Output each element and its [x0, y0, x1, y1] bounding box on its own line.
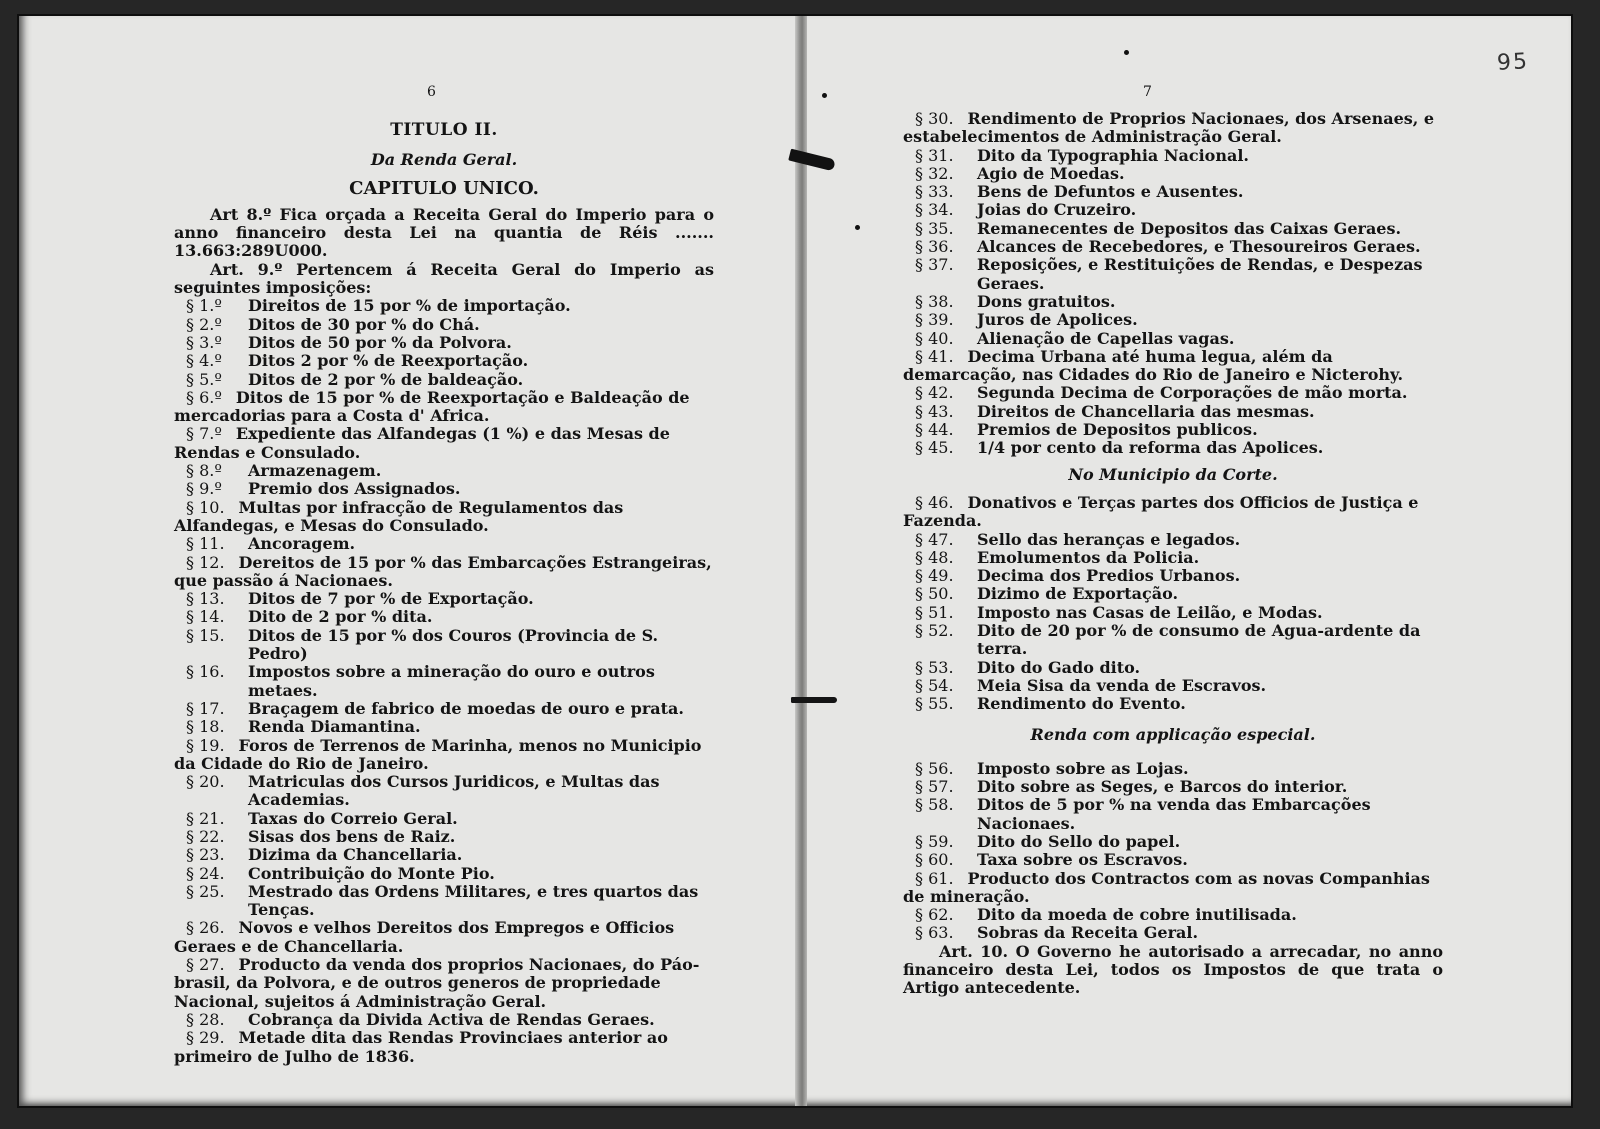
section-number: § 11. — [186, 534, 225, 554]
list-item — [174, 956, 714, 1011]
list-item — [174, 608, 714, 626]
section-text: Imposto nas Casas de Leilão, e Modas. — [977, 602, 1323, 622]
section-text: Segunda Decima de Corporações de mão morta. — [977, 383, 1408, 403]
list-item — [174, 737, 714, 774]
section-number: § 8.º — [186, 461, 222, 481]
section-text: Imposto sobre as Lojas. — [977, 758, 1189, 778]
section-number: § 26. — [186, 918, 225, 938]
section-number: § 18. — [186, 717, 225, 737]
section-number: § 52. — [915, 621, 954, 641]
list-item — [903, 833, 1443, 851]
section-number: § 62. — [915, 905, 954, 925]
section-number: § 23. — [186, 845, 225, 865]
scanned-book-spread — [17, 14, 1573, 1108]
list-item — [903, 201, 1443, 219]
section-text: Dito da moeda de cobre inutilisada. — [977, 905, 1297, 925]
section-number: § 16. — [186, 662, 225, 682]
section-text: Dons gratuitos. — [977, 291, 1116, 311]
list-item — [903, 677, 1443, 695]
section-number: § 45. — [915, 438, 954, 458]
list-item — [903, 870, 1443, 907]
section-number: § 12. — [186, 552, 225, 572]
section-text: Dito da Typographia Nacional. — [977, 145, 1249, 165]
list-item — [903, 778, 1443, 796]
section-text: Dito do Sello do papel. — [977, 831, 1181, 851]
section-number: § 20. — [186, 772, 225, 792]
section-heading-municipio: No Municipio da Corte. — [1068, 464, 1278, 484]
section-number: § 47. — [915, 529, 954, 549]
section-number: § 55. — [915, 694, 954, 714]
list-item — [903, 238, 1443, 256]
section-text: Cobrança da Divida Activa de Rendas Geraes. — [248, 1009, 655, 1029]
list-item — [174, 627, 714, 664]
section-text: Armazenagem. — [248, 461, 382, 481]
list-item — [903, 796, 1443, 833]
list-item — [174, 334, 714, 352]
list-item — [174, 865, 714, 883]
section-number: § 3.º — [186, 332, 222, 352]
section-text: Matriculas dos Cursos Juridicos, e Multas das Academias. — [248, 772, 660, 810]
section-number: § 4.º — [186, 351, 222, 371]
section-number: § 58. — [915, 795, 954, 815]
article-9: Art. 9.º Pertencem á Receita Geral do Imperio as seguintes imposições: — [174, 259, 714, 298]
folio-annotation: 95 — [1496, 49, 1530, 76]
section-number: § 24. — [186, 863, 225, 883]
section-number: § 22. — [186, 826, 225, 846]
section-number: § 27. — [186, 955, 225, 975]
section-text: Multas por infracção de Regulamentos das Alfandegas, e Mesas do Consulado. — [174, 497, 624, 535]
list-item — [903, 110, 1443, 147]
list-item — [903, 220, 1443, 238]
right-page — [803, 16, 1571, 1106]
titulo-heading: TITULO II. — [390, 120, 498, 140]
list-item — [174, 352, 714, 370]
list-item — [903, 567, 1443, 585]
section-number: § 44. — [915, 420, 954, 440]
section-text: Dereitos de 15 por % das Embarcações Estrangeiras, que passão á Nacionaes. — [174, 552, 712, 590]
list-item — [174, 828, 714, 846]
section-number: § 53. — [915, 657, 954, 677]
list-item — [174, 480, 714, 498]
list-item — [903, 147, 1443, 165]
section-number: § 33. — [915, 182, 954, 202]
section-number: § 13. — [186, 589, 225, 609]
list-item — [903, 585, 1443, 603]
list-item — [174, 1029, 714, 1066]
section-number: § 40. — [915, 328, 954, 348]
section-text: Juros de Apolices. — [977, 310, 1138, 330]
article-10: Art. 10. O Governo he autorisado a arrecadar, no anno financeiro desta Lei, todos os Impostos de que trata o Artigo antecedente. — [903, 941, 1443, 998]
section-text: Alcances de Recebedores, e Thesoureiros Geraes. — [977, 237, 1421, 257]
section-number: § 25. — [186, 881, 225, 901]
section-text: Emolumentos da Policia. — [977, 547, 1200, 567]
section-number: § 60. — [915, 850, 954, 870]
list-item — [174, 425, 714, 462]
section-number: § 15. — [186, 625, 225, 645]
section-number: § 54. — [915, 675, 954, 695]
section-number: § 7.º — [186, 424, 222, 444]
section-text: Joias do Cruzeiro. — [977, 200, 1137, 220]
list-item — [903, 403, 1443, 421]
list-item — [174, 371, 714, 389]
list-item — [174, 773, 714, 810]
section-number: § 51. — [915, 602, 954, 622]
section-number: § 57. — [915, 777, 954, 797]
section-number: § 36. — [915, 237, 954, 257]
section-text: Ditos de 2 por % de baldeação. — [248, 369, 524, 389]
section-text: Agio de Moedas. — [977, 163, 1125, 183]
list-item — [903, 165, 1443, 183]
section-number: § 46. — [915, 492, 954, 512]
list-item — [174, 700, 714, 718]
section-text: Direitos de Chancellaria das mesmas. — [977, 401, 1315, 421]
section-text: Ancoragem. — [248, 534, 356, 554]
section-text: Taxas do Correio Geral. — [248, 808, 458, 828]
list-item — [174, 316, 714, 334]
section-number: § 35. — [915, 218, 954, 238]
section-heading-especial: Renda com applicação especial. — [1030, 724, 1316, 744]
section-number: § 2.º — [186, 314, 222, 334]
list-item — [903, 906, 1443, 924]
section-number: § 9.º — [186, 479, 222, 499]
section-text: Alienação de Capellas vagas. — [977, 328, 1235, 348]
section-text: Novos e velhos Dereitos dos Empregos e Officios Geraes e de Chancellaria. — [174, 918, 675, 956]
list-item — [174, 1011, 714, 1029]
list-item — [903, 494, 1443, 531]
section-number: § 49. — [915, 566, 954, 586]
list-item — [903, 604, 1443, 622]
section-text: Braçagem de fabrico de moedas de ouro e prata. — [248, 698, 684, 718]
list-item — [174, 462, 714, 480]
item-list — [903, 760, 1443, 943]
section-text: Sobras da Receita Geral. — [977, 923, 1199, 943]
section-number: § 39. — [915, 310, 954, 330]
section-text: Decima Urbana até huma legua, além da demarcação, nas Cidades do Rio de Janeiro e Nicterohy. — [903, 346, 1404, 385]
section-number: § 21. — [186, 808, 225, 828]
section-number: § 1.º — [186, 296, 222, 316]
section-text: Sello das heranças e legados. — [977, 529, 1241, 549]
list-item — [174, 389, 714, 426]
subtitle-heading: Da Renda Geral. — [370, 150, 518, 170]
list-item — [174, 810, 714, 828]
section-number: § 48. — [915, 547, 954, 567]
section-text: Ditos de 7 por % de Exportação. — [248, 589, 534, 609]
list-item — [174, 919, 714, 956]
section-text: Renda Diamantina. — [248, 717, 421, 737]
section-text: Donativos e Terças partes dos Officios de Justiça e Fazenda. — [903, 492, 1419, 531]
section-text: Metade dita das Rendas Provinciaes anterior ao primeiro de Julho de 1836. — [174, 1028, 668, 1066]
section-text: Dito de 20 por % de consumo de Agua-ardente da terra. — [977, 621, 1421, 659]
section-number: § 19. — [186, 735, 225, 755]
section-text: Dito sobre as Seges, e Barcos do interior. — [977, 777, 1348, 797]
section-text: 1/4 por cento da reforma das Apolices. — [977, 438, 1324, 458]
list-item — [174, 663, 714, 700]
section-number: § 29. — [186, 1028, 225, 1048]
list-item — [903, 549, 1443, 567]
item-list — [174, 297, 714, 1065]
section-number: § 17. — [186, 698, 225, 718]
section-text: Ditos 2 por % de Reexportação. — [248, 351, 529, 371]
section-text: Ditos de 50 por % da Polvora. — [248, 332, 512, 352]
page-number: 7 — [1143, 84, 1152, 100]
section-number: § 37. — [915, 255, 954, 275]
list-item — [174, 535, 714, 553]
list-item — [903, 421, 1443, 439]
section-text: Contribuição do Monte Pio. — [248, 863, 495, 883]
section-number: § 10. — [186, 497, 225, 517]
item-list — [903, 110, 1443, 458]
section-text: Reposições, e Restituições de Rendas, e Despezas Geraes. — [977, 255, 1423, 293]
section-text: Bens de Defuntos e Ausentes. — [977, 182, 1244, 202]
list-item — [903, 384, 1443, 402]
section-text: Producto dos Contractos com as novas Companhias de mineração. — [903, 868, 1430, 906]
section-number: § 6.º — [186, 387, 222, 407]
list-item — [903, 256, 1443, 293]
section-text: Ditos de 15 por % dos Couros (Provincia de S. Pedro) — [248, 625, 659, 664]
list-item — [903, 851, 1443, 869]
section-text: Meia Sisa da venda de Escravos. — [977, 675, 1267, 695]
list-item — [174, 590, 714, 608]
section-text: Dito do Gado dito. — [977, 657, 1141, 677]
list-item — [903, 622, 1443, 659]
section-text: Impostos sobre a mineração do ouro e outros metaes. — [248, 662, 655, 700]
section-text: Remanecentes de Depositos das Caixas Geraes. — [977, 218, 1402, 238]
section-text: Rendimento do Evento. — [977, 694, 1186, 714]
list-item — [903, 924, 1443, 942]
list-item — [174, 554, 714, 591]
section-number: § 31. — [915, 145, 954, 165]
section-number: § 30. — [915, 109, 954, 128]
list-item — [174, 883, 714, 920]
list-item — [903, 183, 1443, 201]
left-page — [19, 16, 799, 1106]
section-number: § 63. — [915, 923, 954, 943]
section-number: § 34. — [915, 200, 954, 220]
list-item — [174, 499, 714, 536]
list-item — [903, 760, 1443, 778]
section-text: Dito de 2 por % dita. — [248, 607, 433, 627]
section-number: § 61. — [915, 868, 954, 888]
page-number: 6 — [427, 84, 436, 100]
right-page-text — [903, 110, 1443, 998]
list-item — [903, 293, 1443, 311]
section-text: Dizima da Chancellaria. — [248, 845, 463, 865]
section-number: § 38. — [915, 291, 954, 311]
section-text: Ditos de 30 por % do Chá. — [248, 314, 480, 334]
list-item — [903, 531, 1443, 549]
list-item — [903, 659, 1443, 677]
section-number: § 32. — [915, 163, 954, 183]
section-text: Dizimo de Exportação. — [977, 584, 1179, 604]
section-text: Premios de Depositos publicos. — [977, 420, 1258, 440]
section-text: Ditos de 5 por % na venda das Embarcações Nacionaes. — [977, 795, 1371, 833]
section-number: § 59. — [915, 831, 954, 851]
list-item — [174, 297, 714, 315]
list-item — [903, 348, 1443, 385]
section-number: § 42. — [915, 383, 954, 403]
list-item — [903, 695, 1443, 713]
list-item — [174, 846, 714, 864]
section-text: Mestrado das Ordens Militares, e tres quartos das Tenças. — [248, 881, 699, 920]
section-number: § 14. — [186, 607, 225, 627]
section-number: § 28. — [186, 1009, 225, 1029]
section-text: Premio dos Assignados. — [248, 479, 461, 499]
section-text: Producto da venda dos proprios Nacionaes, do Páo-brasil, da Polvora, e de outros generos de propriedade Nacional, sujeitos á Administração Geral. — [174, 955, 700, 1011]
section-text: Ditos de 15 por % de Reexportação e Baldeação de mercadorias para a Costa d' Africa. — [174, 387, 690, 426]
list-item — [903, 330, 1443, 348]
section-text: Decima dos Predios Urbanos. — [977, 566, 1241, 586]
capitulo-heading: CAPITULO UNICO. — [349, 177, 539, 199]
section-number: § 41. — [915, 346, 954, 366]
section-text: Foros de Terrenos de Marinha, menos no Municipio da Cidade do Rio de Janeiro. — [174, 735, 702, 773]
section-number: § 50. — [915, 584, 954, 604]
section-number: § 56. — [915, 758, 954, 778]
left-page-text — [174, 121, 714, 1066]
list-item — [174, 718, 714, 736]
section-text: Expediente das Alfandegas (1 %) e das Mesas de Rendas e Consulado. — [174, 424, 670, 462]
item-list — [903, 494, 1443, 714]
section-text: Sisas dos bens de Raiz. — [248, 826, 456, 846]
section-number: § 43. — [915, 401, 954, 421]
list-item — [903, 439, 1443, 457]
section-text: Rendimento de Proprios Nacionaes, dos Arsenaes, e estabelecimentos de Administração Geral. — [903, 109, 1435, 147]
section-number: § 5.º — [186, 369, 222, 389]
article-8: Art 8.º Fica orçada a Receita Geral do Imperio para o anno financeiro desta Lei na quantia de Réis ....... 13.663:289U000. — [174, 204, 714, 261]
list-item — [903, 311, 1443, 329]
section-text: Direitos de 15 por % de importação. — [248, 296, 571, 316]
section-text: Taxa sobre os Escravos. — [977, 850, 1188, 870]
